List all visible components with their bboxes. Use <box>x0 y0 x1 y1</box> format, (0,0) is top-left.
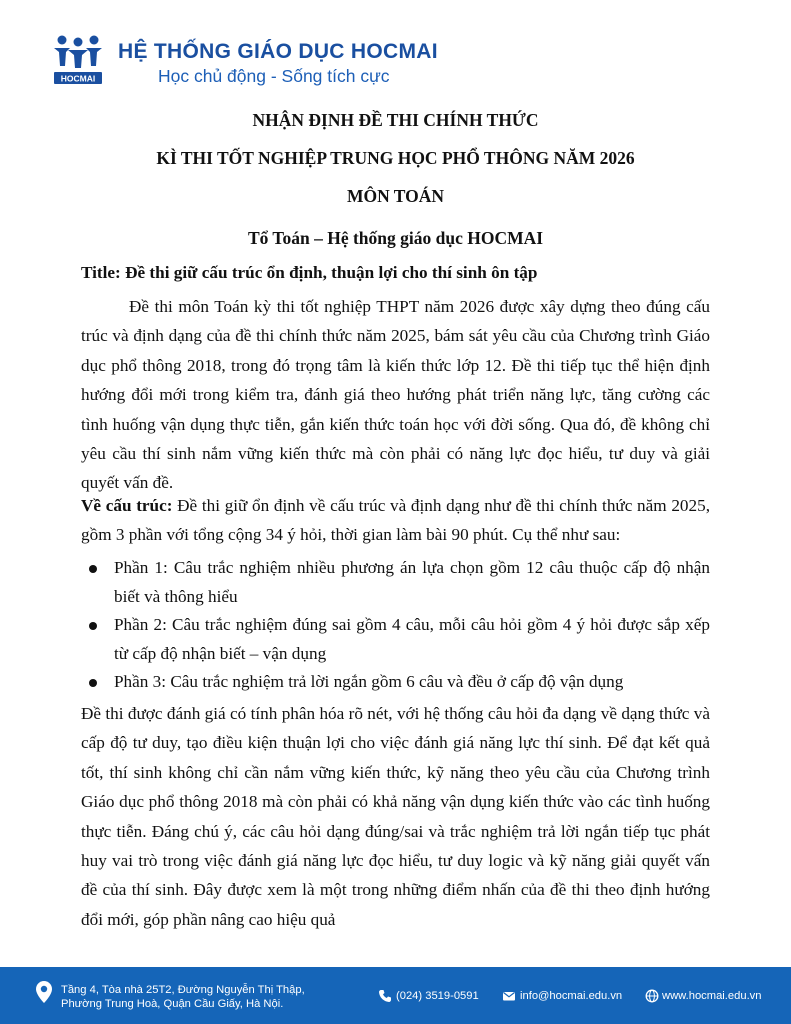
bullet-icon <box>89 622 97 630</box>
structure-label: Về cấu trúc: <box>81 496 173 515</box>
location-pin-icon <box>36 981 52 1003</box>
list-item-text: Phần 3: Câu trắc nghiệm trả lời ngắn gồm 6 câu và đều ở cấp độ vận dụng <box>114 672 624 691</box>
structure-list <box>81 554 710 697</box>
footer-email[interactable]: info@hocmai.edu.vn <box>520 990 623 1002</box>
document-title: Title: Đề thi giữ cấu trúc ổn định, thuận lợi cho thí sinh ôn tập <box>81 263 538 282</box>
list-item-text: Phần 1: Câu trắc nghiệm nhiều phương án lựa chọn gồm 12 câu thuộc cấp độ nhận biết và thông hiểu <box>114 558 710 606</box>
footer-address <box>61 983 305 1011</box>
logo-text: HOCMAI <box>60 73 96 84</box>
heading-line-2: KÌ THI TỐT NGHIỆP TRUNG HỌC PHỔ THÔNG NĂM 2026 <box>156 148 635 168</box>
list-item <box>81 668 710 697</box>
list-item <box>81 611 710 668</box>
list-item-text: Phần 2: Câu trắc nghiệm đúng sai gồm 4 câu, mỗi câu hỏi gồm 4 ý hỏi được sắp xếp từ cấp độ nhận biết – vận dụng <box>114 615 710 663</box>
assessment-paragraph: Đề thi được đánh giá có tính phân hóa rõ nét, với hệ thống câu hỏi đa dạng về dạng thức và cấp độ tư duy, tạo điều kiện thuận lợi cho việc đánh giá năng lực thí sinh. Để đạt kết quả tốt, thí sinh không chỉ cần nắm vững kiến thức, kỹ năng theo yêu cầu của Chương trình Giáo dục phổ thông 2018 mà còn phải có khả năng vận dụng kiến thức vào các tình huống thực tiễn. Đáng chú ý, các câu hỏi dạng đúng/sai và trắc nghiệm trả lời ngắn tiếp tục phát huy vai trò trong việc đánh giá năng lực đọc hiểu, tư duy logic và kỹ năng giải quyết vấn đề của thí sinh. Đây được xem là một trong những điểm nhấn của đề thi theo định hướng đổi mới, góp phần nâng cao hiệu quả <box>81 704 710 929</box>
heading-subject: MÔN TOÁN <box>346 186 445 206</box>
globe-icon <box>645 989 659 1003</box>
list-item <box>81 554 710 611</box>
hocmai-logo <box>52 34 104 86</box>
email-icon <box>502 989 516 1003</box>
brand-slogan: Học chủ động - Sống tích cực <box>158 66 390 86</box>
intro-paragraph: Đề thi môn Toán kỳ thi tốt nghiệp THPT năm 2026 được xây dựng theo đúng cấu trúc và định dạng của đề thi chính thức năm 2025, bám sát yêu cầu của Chương trình Giáo dục phổ thông 2018, trong đó trọng tâm là kiến thức lớp 12. Đề thi tiếp tục thể hiện định hướng đổi mới trong kiểm tra, đánh giá theo hướng phát triển năng lực, tăng cường các tình huống vận dụng thực tiễn, gắn kiến thức toán học với đời sống. Qua đó, đề không chỉ yêu cầu thí sinh nắm vững kiến thức mà còn phải có năng lực đọc hiểu, tư duy và giải quyết vấn đề. <box>81 297 710 493</box>
phone-icon <box>378 989 392 1003</box>
heading-line-1: NHẬN ĐỊNH ĐỀ THI CHÍNH THỨC <box>252 110 539 130</box>
address-line-1: Tầng 4, Tòa nhà 25T2, Đường Nguyễn Thị Thập, <box>61 984 305 996</box>
brand-title: HỆ THỐNG GIÁO DỤC HOCMAI <box>118 40 438 63</box>
address-line-2: Phường Trung Hoà, Quận Cầu Giấy, Hà Nội. <box>61 998 284 1010</box>
heading-author: Tổ Toán – Hệ thống giáo dục HOCMAI <box>247 228 544 248</box>
bullet-icon <box>89 679 97 687</box>
footer-phone[interactable]: (024) 3519-0591 <box>396 990 479 1002</box>
footer-website[interactable]: www.hocmai.edu.vn <box>662 990 762 1002</box>
footer-bar <box>0 967 791 1024</box>
bullet-icon <box>89 565 97 573</box>
structure-text: Đề thi giữ ổn định về cấu trúc và định dạng như đề thi chính thức năm 2025, gồm 3 phần với tổng cộng 34 ý hỏi, thời gian làm bài 90 phút. Cụ thể như sau: <box>81 496 710 545</box>
structure-paragraph <box>81 491 710 550</box>
